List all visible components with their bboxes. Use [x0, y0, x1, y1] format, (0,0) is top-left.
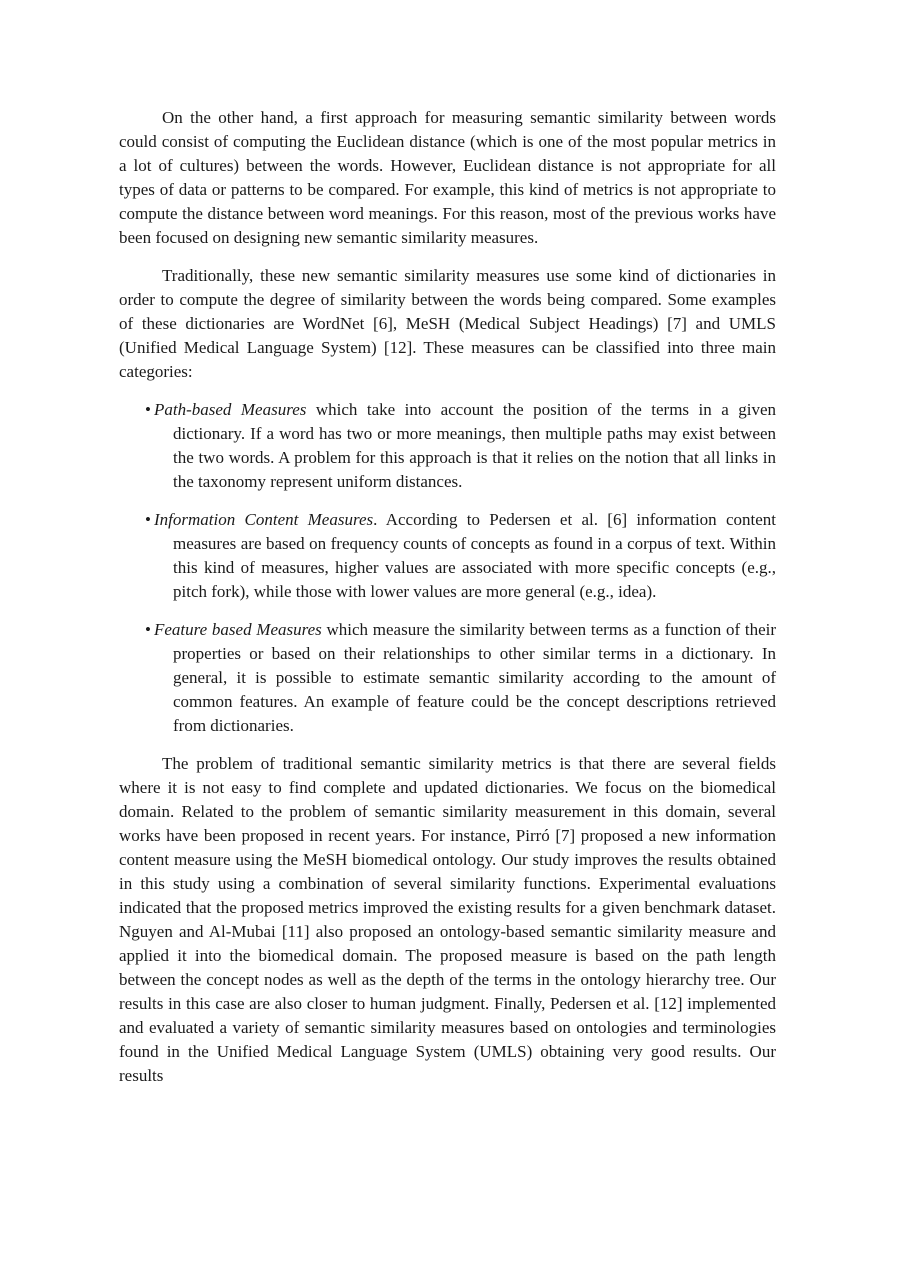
bullet-marker: •	[145, 620, 151, 639]
bullet-term: Feature based Measures	[154, 620, 322, 639]
bullet-text: which measure the similarity between terms as a function of their properties or based on their relationships to other similar terms in a dictionary. In general, it is possible to estimate semantic similarity according to the amount of common features. An example of feature could be the concept descriptions retrieved from dictionaries.	[173, 620, 776, 735]
bullet-term: Information Content Measures	[154, 510, 374, 529]
bullet-text: . According to Pedersen et al. [6] information content measures are based on frequency counts of concepts as found in a corpus of text. Within this kind of measures, higher values are associated with more specific concepts (e.g., pitch fork), while those with lower values are more general (e.g., idea).	[173, 510, 776, 601]
bullet-feature-based	[119, 618, 776, 738]
bullet-term: Path-based Measures	[154, 400, 307, 419]
bullet-marker: •	[145, 510, 151, 529]
bullet-marker: •	[145, 400, 151, 419]
bullet-information-content	[119, 508, 776, 604]
paragraph-euclidean-distance: On the other hand, a first approach for measuring semantic similarity between words could consist of computing the Euclidean distance (which is one of the most popular metrics in a lot of cultures) between the words. However, Euclidean distance is not appropriate for all types of data or patterns to be compared. For example, this kind of metrics is not appropriate to compute the distance between word meanings. For this reason, most of the previous works have been focused on designing new semantic similarity measures.	[119, 108, 776, 247]
bullet-path-based	[119, 398, 776, 494]
paragraph-biomedical-domain: The problem of traditional semantic similarity metrics is that there are several fields where it is not easy to find complete and updated dictionaries. We focus on the biomedical domain. Related to the problem of semantic similarity measurement in this domain, several works have been proposed in recent years. For instance, Pirró [7] proposed a new information content measure using the MeSH biomedical ontology. Our study improves the results obtained in this study using a combination of several similarity functions. Experimental evaluations indicated that the proposed metrics improved the existing results for a given benchmark dataset. Nguyen and Al-Mubai [11] also proposed an ontology-based semantic similarity measure and applied it into the biomedical domain. The proposed measure is based on the path length between the concept nodes as well as the depth of the terms in the ontology hierarchy tree. Our results in this case are also closer to human judgment. Finally, Pedersen et al. [12] implemented and evaluated a variety of semantic similarity measures based on ontologies and terminologies found in the Unified Medical Language System (UMLS) obtaining very good results. Our results	[119, 754, 776, 1085]
document-page	[119, 106, 776, 1102]
bullet-text: which take into account the position of the terms in a given dictionary. If a word has two or more meanings, then multiple paths may exist between the two words. A problem for this approach is that it relies on the notion that all links in the taxonomy represent uniform distances.	[173, 400, 776, 491]
paragraph-dictionaries: Traditionally, these new semantic similarity measures use some kind of dictionaries in order to compute the degree of similarity between the words being compared. Some examples of these dictionaries are WordNet [6], MeSH (Medical Subject Headings) [7] and UMLS (Unified Medical Language System) [12]. These measures can be classified into three main categories:	[119, 266, 776, 381]
